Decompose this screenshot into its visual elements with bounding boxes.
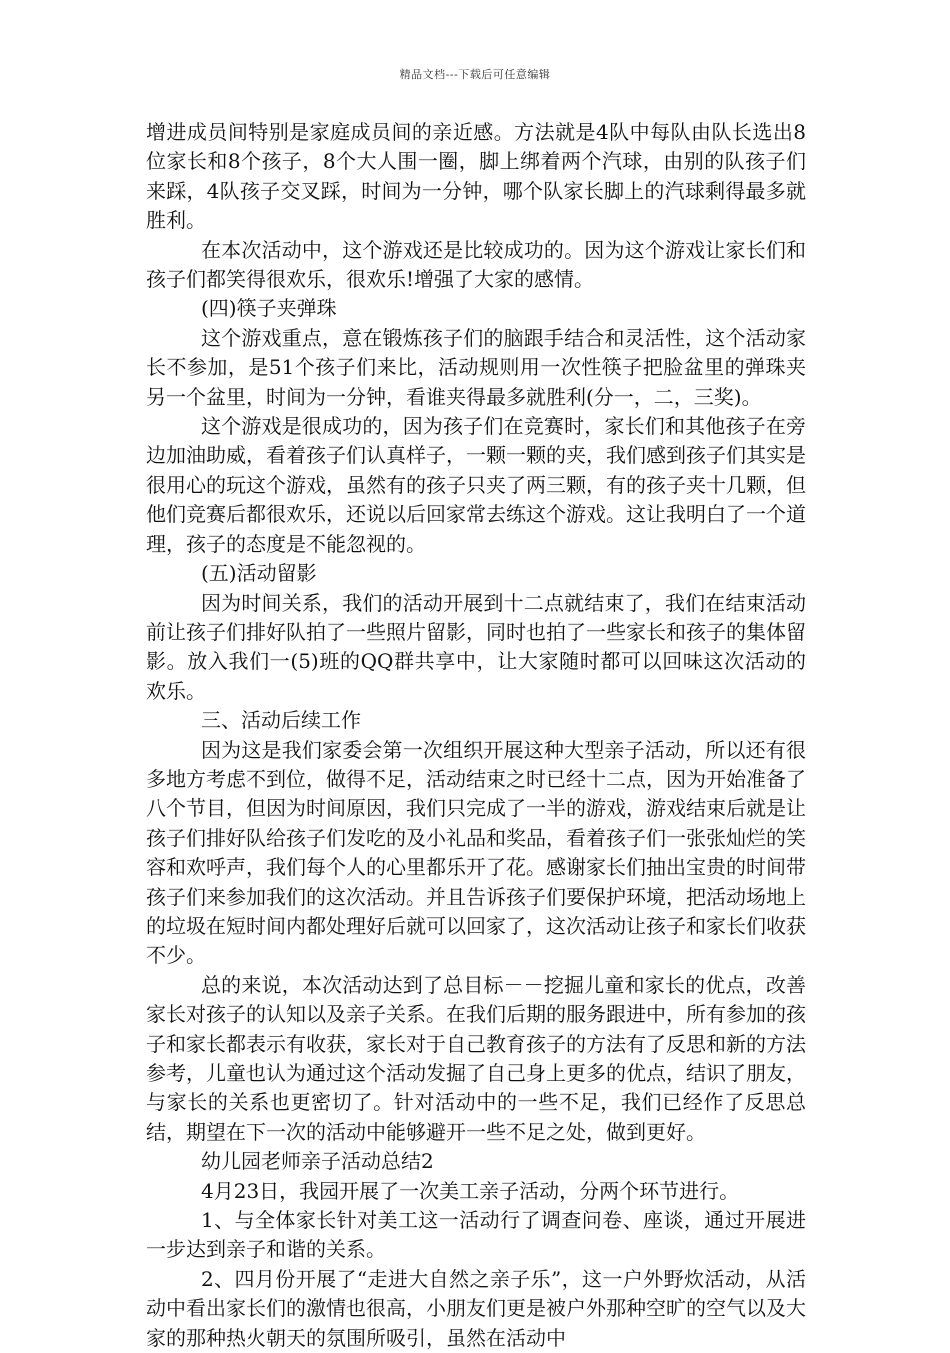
document-body: [146, 118, 806, 1353]
section-heading: (五)活动留影: [201, 561, 317, 586]
paragraph: 因为这是我们家委会第一次组织开展这种大型亲子活动，所以还有很多地方考虑不到位，做得不足，活动结束之时已经十二点，因为开始准备了八个节目，但因为时间原因，我们只完成了一半的游戏，游戏结束后就是让孩子们排好队给孩子们发吃的及小礼品和奖品，看着孩子们一张张灿烂的笑容和欢呼声，我们每个人的心里都乐开了花。感谢家长们抽出宝贵的时间带孩子们来参加我们的这次活动。并且告诉孩子们要保护环境，把活动场地上的垃圾在短时间内都处理好后就可以回家了，这次活动让孩子和家长们收获不少。: [146, 737, 806, 968]
paragraph: 1、与全体家长针对美工这一活动行了调查问卷、座谈，通过开展进一步达到亲子和谐的关系。: [146, 1208, 806, 1262]
paragraph: 总的来说，本次活动达到了总目标－－挖掘儿童和家长的优点，改善家长对孩子的认知以及亲子关系。在我们后期的服务跟进中，所有参加的孩子和家长都表示有收获，家长对于自己教育孩子的方法有了反思和新的方法参考，儿童也认为通过这个活动发掘了自己身上更多的优点，结识了朋友，与家长的关系也更密切了。针对活动中的一些不足，我们已经作了反思总结，期望在下一次的活动中能够避开一些不足之处，做到更好。: [146, 972, 806, 1144]
paragraph: 2、四月份开展了“走进大自然之亲子乐”，这一户外野炊活动，从活动中看出家长们的激情也很高，小朋友们更是被户外那种空旷的空气以及大家的那种热火朝天的氛围所吸引，虽然在活动中: [146, 1266, 806, 1350]
section-heading: (四)筷子夹弹珠: [201, 296, 337, 321]
paragraph: 这个游戏是很成功的，因为孩子们在竞赛时，家长们和其他孩子在旁边加油助威，看着孩子们认真样子，一颗一颗的夹，我们感到孩子们其实是很用心的玩这个游戏，虽然有的孩子只夹了两三颗，有的孩子夹十几颗，但他们竞赛后都很欢乐，还说以后回家常去练这个游戏。这让我明白了一个道理，孩子的态度是不能忽视的。: [146, 414, 806, 556]
page-header: 精品文档---下载后可任意编辑: [399, 68, 551, 81]
document-title: 幼儿园老师亲子活动总结2: [201, 1149, 434, 1174]
paragraph: 增进成员间特别是家庭成员间的亲近感。方法就是4队中每队由队长选出8位家长和8个孩子，8个大人围一圈，脚上绑着两个汽球，由别的队孩子们来踩，4队孩子交叉踩，时间为一分钟，哪个队家长脚上的汽球剩得最多就胜利。: [146, 120, 806, 233]
paragraph: 这个游戏重点，意在锻炼孩子们的脑跟手结合和灵活性，这个活动家长不参加，是51个孩子们来比，活动规则用一次性筷子把脸盆里的弹珠夹另一个盆里，时间为一分钟，看谁夹得最多就胜利(分一，二，三奖)。: [146, 325, 806, 409]
paragraph: 在本次活动中，这个游戏还是比较成功的。因为这个游戏让家长们和孩子们都笑得很欢乐，很欢乐!增强了大家的感情。: [146, 237, 806, 292]
paragraph: 因为时间关系，我们的活动开展到十二点就结束了，我们在结束活动前让孩子们排好队拍了一些照片留影，同时也拍了一些家长和孩子的集体留影。放入我们一(5)班的QQ群共享中，让大家随时都可以回味这次活动的欢乐。: [146, 590, 806, 703]
section-heading: 三、活动后续工作: [201, 708, 361, 733]
paragraph: 4月23日，我园开展了一次美工亲子活动，分两个环节进行。: [201, 1178, 740, 1203]
